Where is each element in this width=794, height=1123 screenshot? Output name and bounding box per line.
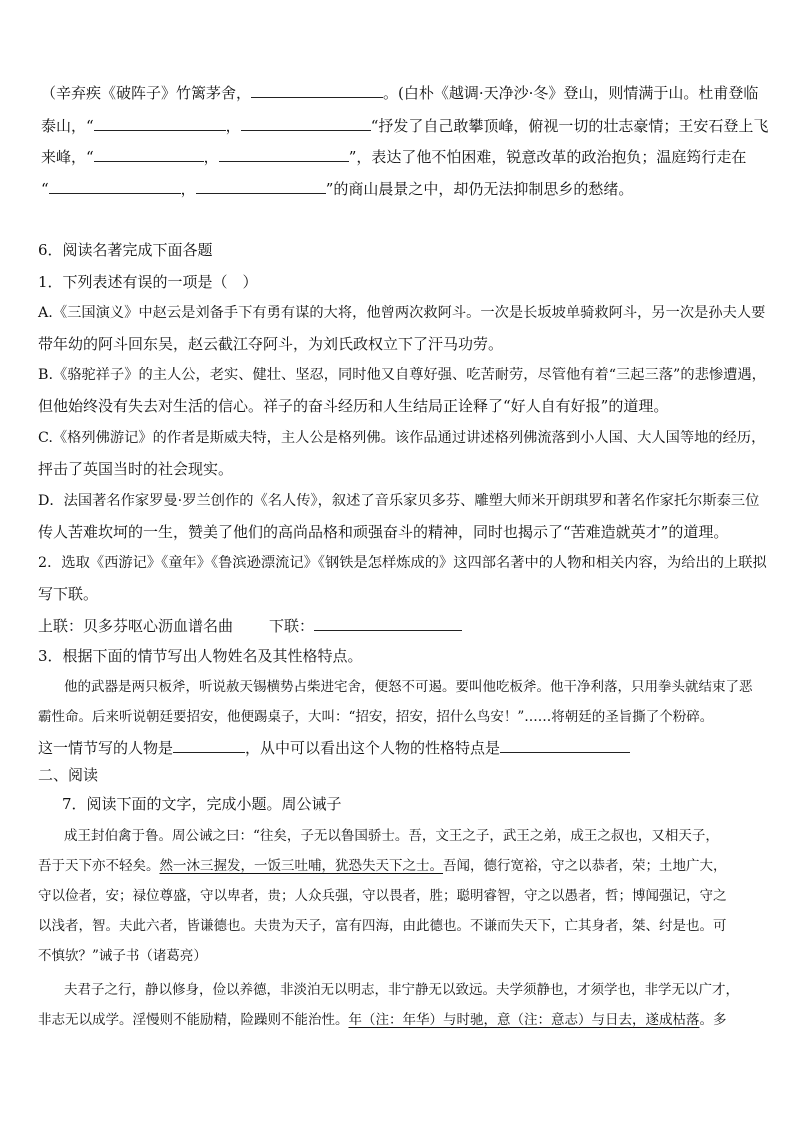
poetry-text: ， <box>203 148 219 166</box>
answer-line <box>38 737 630 758</box>
option-c-line-1: C.《格列佛游记》的作者是斯威夫特，主人公是格列佛。该作品通过讲述格列佛流落到小人国、大人国等地的经历， <box>38 430 766 446</box>
subquestion-3-title: 3．根据下面的情节写出人物姓名及其性格特点。 <box>38 647 363 665</box>
answer-blank[interactable] <box>196 178 326 194</box>
answer-blank[interactable] <box>49 178 181 194</box>
poetry-text: ， <box>180 180 196 198</box>
answer-prompt: ，从中可以看出这个人物的性格特点是 <box>245 739 501 757</box>
couplet-up: 上联：贝多芬呕心沥血谱名曲 <box>38 617 234 635</box>
poetry-text: 来峰，“ <box>41 148 94 166</box>
subquestion-1-title: 1．下列表述有误的一项是（ ） <box>38 273 258 291</box>
subquestion-2-line-1: 2．选取《西游记》《童年》《鲁滨逊漂流记》《钢铁是怎样炼成的》这四部名著中的人物和相关内容，为给出的上联拟 <box>38 555 767 571</box>
text-segment: 吾闻，德行宽裕，守之以恭者，荣；土地广大， <box>443 858 727 874</box>
option-c-line-2: 抨击了英国当时的社会现实。 <box>38 460 234 478</box>
classical-text-line-6: 夫君子之行，静以修身，俭以养德，非淡泊无以明志，非宁静无以致远。夫学须静也，才须学也，非学无以广才， <box>64 982 739 998</box>
section-2-title: 二、阅读 <box>38 766 99 784</box>
classical-text-line-1: 成王封伯禽于鲁。周公诫之曰：“往矣，子无以鲁国骄士。吾，文王之子，武王之弟，成王之叔也，又相天子， <box>64 828 719 844</box>
poetry-text: ， <box>225 117 241 135</box>
question-6-title: 6．阅读名著完成下面各题 <box>38 241 213 259</box>
poetry-text: ”的商山晨景之中，却仍无法抑制思乡的愁绪。 <box>325 180 634 198</box>
classical-text-line-7 <box>38 1010 727 1030</box>
underlined-sentence: 然一沐三握发，一饭三吐哺，犹恐失天下之士。 <box>159 858 443 874</box>
answer-blank[interactable] <box>251 82 383 98</box>
answer-prompt: 这一情节写的人物是 <box>38 739 174 757</box>
option-d-line-1: D．法国著名作家罗曼·罗兰创作的《名人传》，叙述了音乐家贝多芬、雕塑大师米开朗琪罗和著名作家托尔斯泰三位 <box>38 493 760 509</box>
poetry-line-4 <box>41 178 633 199</box>
passage-line-2: 霸性命。后来听说朝廷要招安，他便踢桌子，大叫：“招安，招安，招什么鸟安！”……将朝廷的圣旨撕了个粉碎。 <box>38 709 714 725</box>
answer-blank[interactable] <box>94 146 204 162</box>
text-segment: 吾于天下亦不轻矣。 <box>38 858 160 874</box>
answer-blank[interactable] <box>219 146 349 162</box>
poetry-text: “抒发了自己敢攀顶峰，俯视一切的壮志豪情；王安石登上飞 <box>370 117 769 135</box>
classical-text-line-5: 不慎欤？”诫子书（诸葛亮） <box>38 948 207 964</box>
option-d-line-2: 传人苦难坎坷的一生，赞美了他们的高尚品格和顽强奋斗的精神，同时也揭示了“苦难造就英才”的道理。 <box>38 523 729 541</box>
poetry-text: 。(白朴《越调·天净沙·冬》登山，则情满于山。杜甫登临 <box>383 84 759 102</box>
classical-text-line-4: 以浅者，智。夫此六者，皆谦德也。夫贵为天子，富有四海，由此德也。不谦而失天下，亡其身者，桀、纣是也。可 <box>38 918 727 934</box>
option-b-line-2: 但他始终没有失去对生活的信心。祥子的奋斗经历和人生结局正诠释了“好人自有好报”的道理。 <box>38 397 669 415</box>
answer-blank[interactable] <box>241 115 371 131</box>
option-a-line-2: 带年幼的阿斗回东吴，赵云截江夺阿斗，为刘氏政权立下了汗马功劳。 <box>38 335 504 353</box>
subquestion-2-line-2: 写下联。 <box>38 585 99 603</box>
passage-line-1: 他的武器是两只板斧，听说赦天锡横势占柴进宅舍，便怒不可遏。要叫他吃板斧。他干净利落，只用拳头就结束了恶 <box>64 679 753 695</box>
classical-text-line-3: 守以俭者，安；禄位尊盛，守以卑者，贵；人众兵强，守以畏者，胜；聪明睿智，守之以愚者，哲；博闻强记，守之 <box>38 888 727 904</box>
poetry-line-1 <box>41 82 758 103</box>
poetry-text: （辛弃疾《破阵子》竹篱茅舍， <box>41 84 252 102</box>
poetry-text: “ <box>41 180 49 198</box>
underlined-sentence: 年（注：年华）与时驰，意（注：意志）与日去，遂成枯落 <box>348 1012 700 1028</box>
option-b-line-1: B.《骆驼祥子》的主人公，老实、健壮、坚忍，同时他又自尊好强、吃苦耐劳，尽管他有着“三起三落”的悲惨遭遇， <box>38 367 766 383</box>
classical-text-line-2 <box>38 856 727 876</box>
text-segment: 。多 <box>699 1012 727 1028</box>
poetry-text: ”，表达了他不怕困难，锐意改革的政治抱负；温庭筠行走在 <box>348 148 747 166</box>
question-7-title: 7．阅读下面的文字，完成小题。周公诫子 <box>62 795 342 813</box>
text-segment: 非志无以成学。淫慢则不能励精，险躁则不能治性。 <box>38 1012 349 1028</box>
character-name-blank[interactable] <box>173 737 245 753</box>
answer-blank[interactable] <box>94 115 226 131</box>
character-trait-blank[interactable] <box>500 737 630 753</box>
poetry-line-3 <box>41 146 746 167</box>
poetry-text: 泰山，“ <box>41 117 94 135</box>
couplet-line <box>38 615 462 636</box>
couplet-answer-blank[interactable] <box>314 615 462 631</box>
couplet-down-label: 下联： <box>269 617 315 635</box>
option-a-line-1: A.《三国演义》中赵云是刘备手下有勇有谋的大将，他曾两次救阿斗。一次是长坂坡单骑救阿斗，另一次是孙夫人要 <box>38 305 766 321</box>
poetry-line-2 <box>41 115 768 136</box>
